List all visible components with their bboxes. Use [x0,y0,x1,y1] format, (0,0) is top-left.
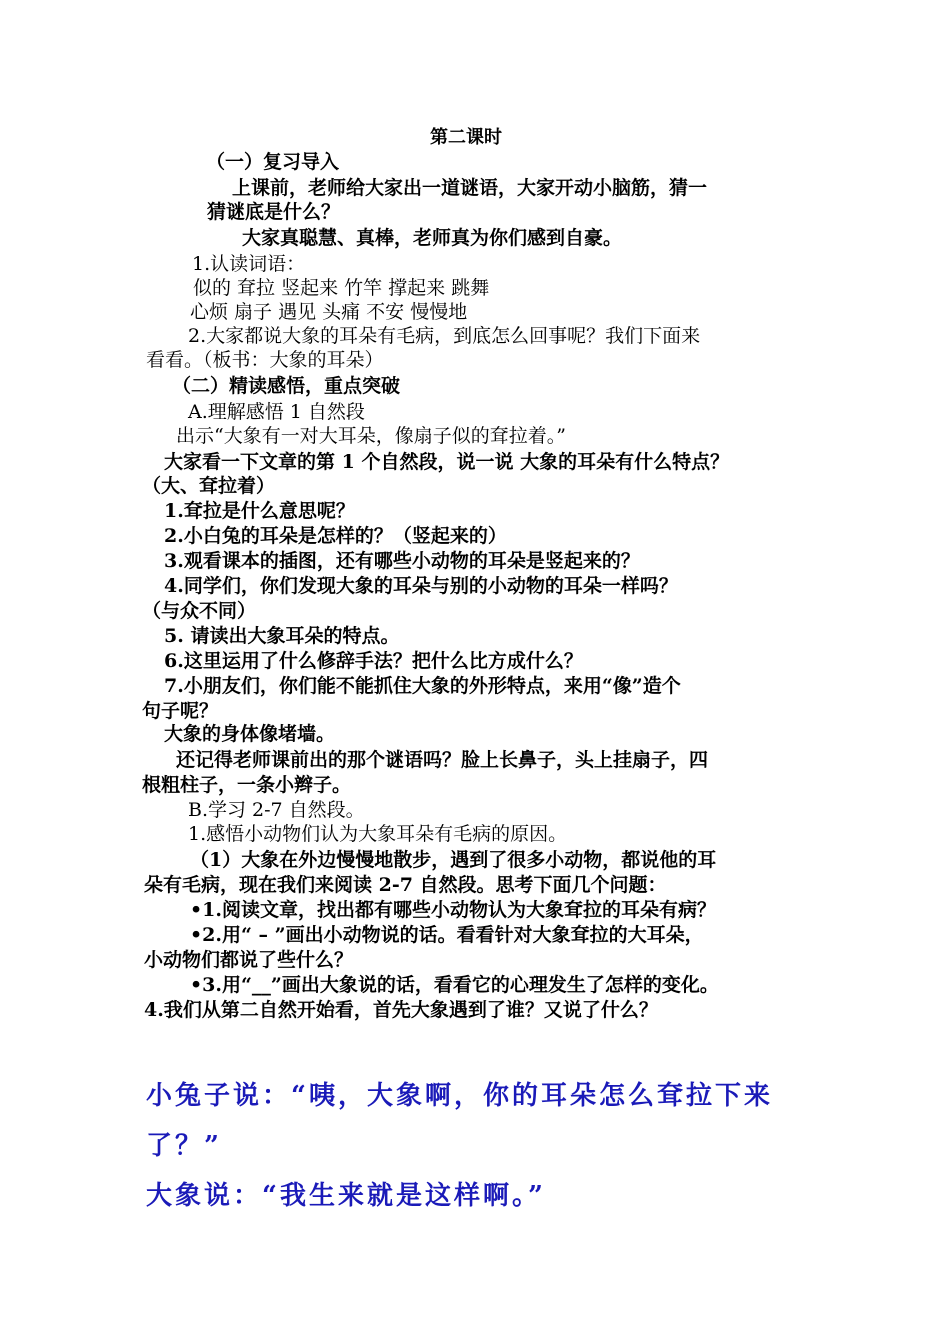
dialogue-line: 大象说：“我生来就是这样啊。” [146,1181,546,1211]
paragraph-line: 还记得老师课前出的那个谜语吗？脸上长鼻子，头上挂扇子，四 [176,749,709,771]
paragraph-line: A.理解感悟 1 自然段 [188,401,365,423]
paragraph-line: 大象的身体像堵墙。 [164,723,336,745]
paragraph-line: （与众不同） [142,600,257,622]
paragraph-line: 1.认读词语： [192,253,306,275]
paragraph-line: 大家看一下文章的第 1 个自然段，说一说 大象的耳朵有什么特点？ [164,451,730,473]
page-title: 第二课时 [430,127,502,148]
paragraph-line: 出示“大象有一对大耳朵，像扇子似的耷拉着。” [176,425,566,447]
bullet-line: •2.用“ – ”画出小动物说的话。看看针对大象耷拉的大耳朵， [190,924,704,946]
dialogue-line: 了？” [146,1131,222,1161]
paragraph-line: 2.大家都说大象的耳朵有毛病，到底怎么回事呢？我们下面来 [188,325,701,347]
question-line: 5. 请读出大象耳朵的特点。 [164,625,400,647]
question-line: 3.观看课本的插图，还有哪些小动物的耳朵是竖起来的？ [164,550,640,572]
paragraph-line: 句子呢？ [142,700,219,722]
paragraph-line: 4.我们从第二自然开始看，首先大象遇到了谁？又说了什么？ [144,999,658,1021]
bullet-line: •1.阅读文章，找出都有哪些小动物认为大象耷拉的耳朵有病？ [190,899,716,921]
paragraph-line: 上课前，老师给大家出一道谜语，大家开动小脑筋，猜一 [232,177,708,199]
paragraph-line: 大家真聪慧、真棒，老师真为你们感到自豪。 [242,227,623,249]
section-heading-review: （一）复习导入 [206,151,340,173]
paragraph-line: 小动物们都说了些什么？ [144,949,354,971]
vocabulary-line: 似的 耷拉 竖起来 竹竿 撑起来 跳舞 [193,277,490,299]
vocabulary-line: 心烦 扇子 遇见 头痛 不安 慢慢地 [190,301,468,323]
paragraph-line: B.学习 2-7 自然段。 [188,799,365,821]
paragraph-line: 朵有毛病，现在我们来阅读 2-7 自然段。思考下面几个问题： [144,874,667,896]
question-line: 6.这里运用了什么修辞手法？把什么比方成什么？ [164,650,583,672]
paragraph-line: 看看。（板书：大象的耳朵） [146,349,384,371]
paragraph-line: 猜谜底是什么？ [207,201,341,223]
paragraph-line: 根粗柱子，一条小辫子。 [142,774,352,796]
question-line: 7.小朋友们，你们能不能抓住大象的外形特点，来用“像”造个 [164,675,681,697]
section-heading-reading: （二）精读感悟，重点突破 [172,375,401,397]
dialogue-line: 小兔子说：“咦，大象啊，你的耳朵怎么耷拉下来 [146,1081,773,1111]
paragraph-line: （1）大象在外边慢慢地散步，遇到了很多小动物，都说他的耳 [190,849,717,871]
paragraph-line: 1.感悟小动物们认为大象耳朵有毛病的原因。 [188,823,568,845]
paragraph-line: （大、耷拉着） [142,475,276,497]
question-line: 1.耷拉是什么意思呢？ [164,500,355,522]
bullet-line: •3.用“__”画出大象说的话，看看它的心理发生了怎样的变化。 [190,974,719,996]
question-line: 2.小白兔的耳朵是怎样的？（竖起来的） [164,525,507,547]
question-line: 4.同学们，你们发现大象的耳朵与别的小动物的耳朵一样吗？ [164,575,678,597]
